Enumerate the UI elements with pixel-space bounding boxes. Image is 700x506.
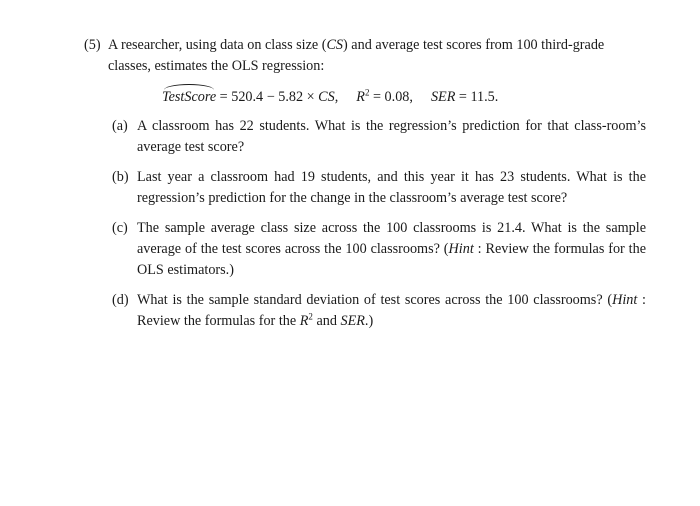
part-d-label: (d) [112,292,129,308]
part-d-text-before: What is the sample standard deviation of test scores across the 100 classrooms? ( [137,292,613,308]
equation-rhs: = 520.4 − 5.82 × [216,89,319,105]
part-c-text-before: The sample average class size across the 100 classrooms is 21.4. What is the sample average of the test scores across the 100 classrooms? ( [137,220,646,257]
problem-number: (5) [84,37,101,53]
part-d [112,290,646,332]
equation-ser-label: SER [430,89,456,105]
regression-equation [84,86,646,108]
equation-r2-label: R [356,89,365,105]
part-d-r2-exp: 2 [308,311,313,322]
part-a [112,116,646,158]
part-d-ser-label: SER [340,313,365,329]
part-b-text: Last year a classroom had 19 students, and this year it has 23 students. What is the regression’s prediction for the change in the classroom’s average test score? [137,169,646,206]
part-b [112,167,646,209]
intro-text-1-end: ) and average test scores from 100 third-grade [343,37,605,53]
part-d-text-mid: : Review the formulas for the [137,292,646,329]
part-c [112,218,646,281]
equation-rhs-var: CS [318,89,335,105]
equation-r2-value: = 0.08, [369,89,413,105]
part-d-hint: Hint [612,292,638,308]
intro-text-1: A researcher, using data on class size ( [108,37,327,53]
part-a-text: A classroom has 22 students. What is the regression’s prediction for that class-room’s average test score? [137,118,646,155]
part-d-text-and: and [312,313,341,329]
problem-intro-line2: classes, estimates the OLS regression: [108,58,325,74]
part-d-r2-label: R [299,313,309,329]
problem-5 [84,35,646,341]
part-d-text-after: .) [364,313,374,329]
problem-intro-line1 [84,35,646,56]
part-c-text-after: : Review the formulas for the OLS estimators.) [137,241,647,278]
equation-ser-value: = 11.5. [455,89,499,105]
part-a-label: (a) [112,118,128,134]
part-c-label: (c) [112,220,128,236]
sub-questions [112,116,646,332]
equation-lhs: TestScore [162,86,216,108]
part-b-label: (b) [112,169,129,185]
part-c-hint: Hint [448,241,474,257]
cs-variable: CS [326,37,344,53]
equation-r2-exp: 2 [364,87,370,98]
equation-comma: , [334,89,339,105]
